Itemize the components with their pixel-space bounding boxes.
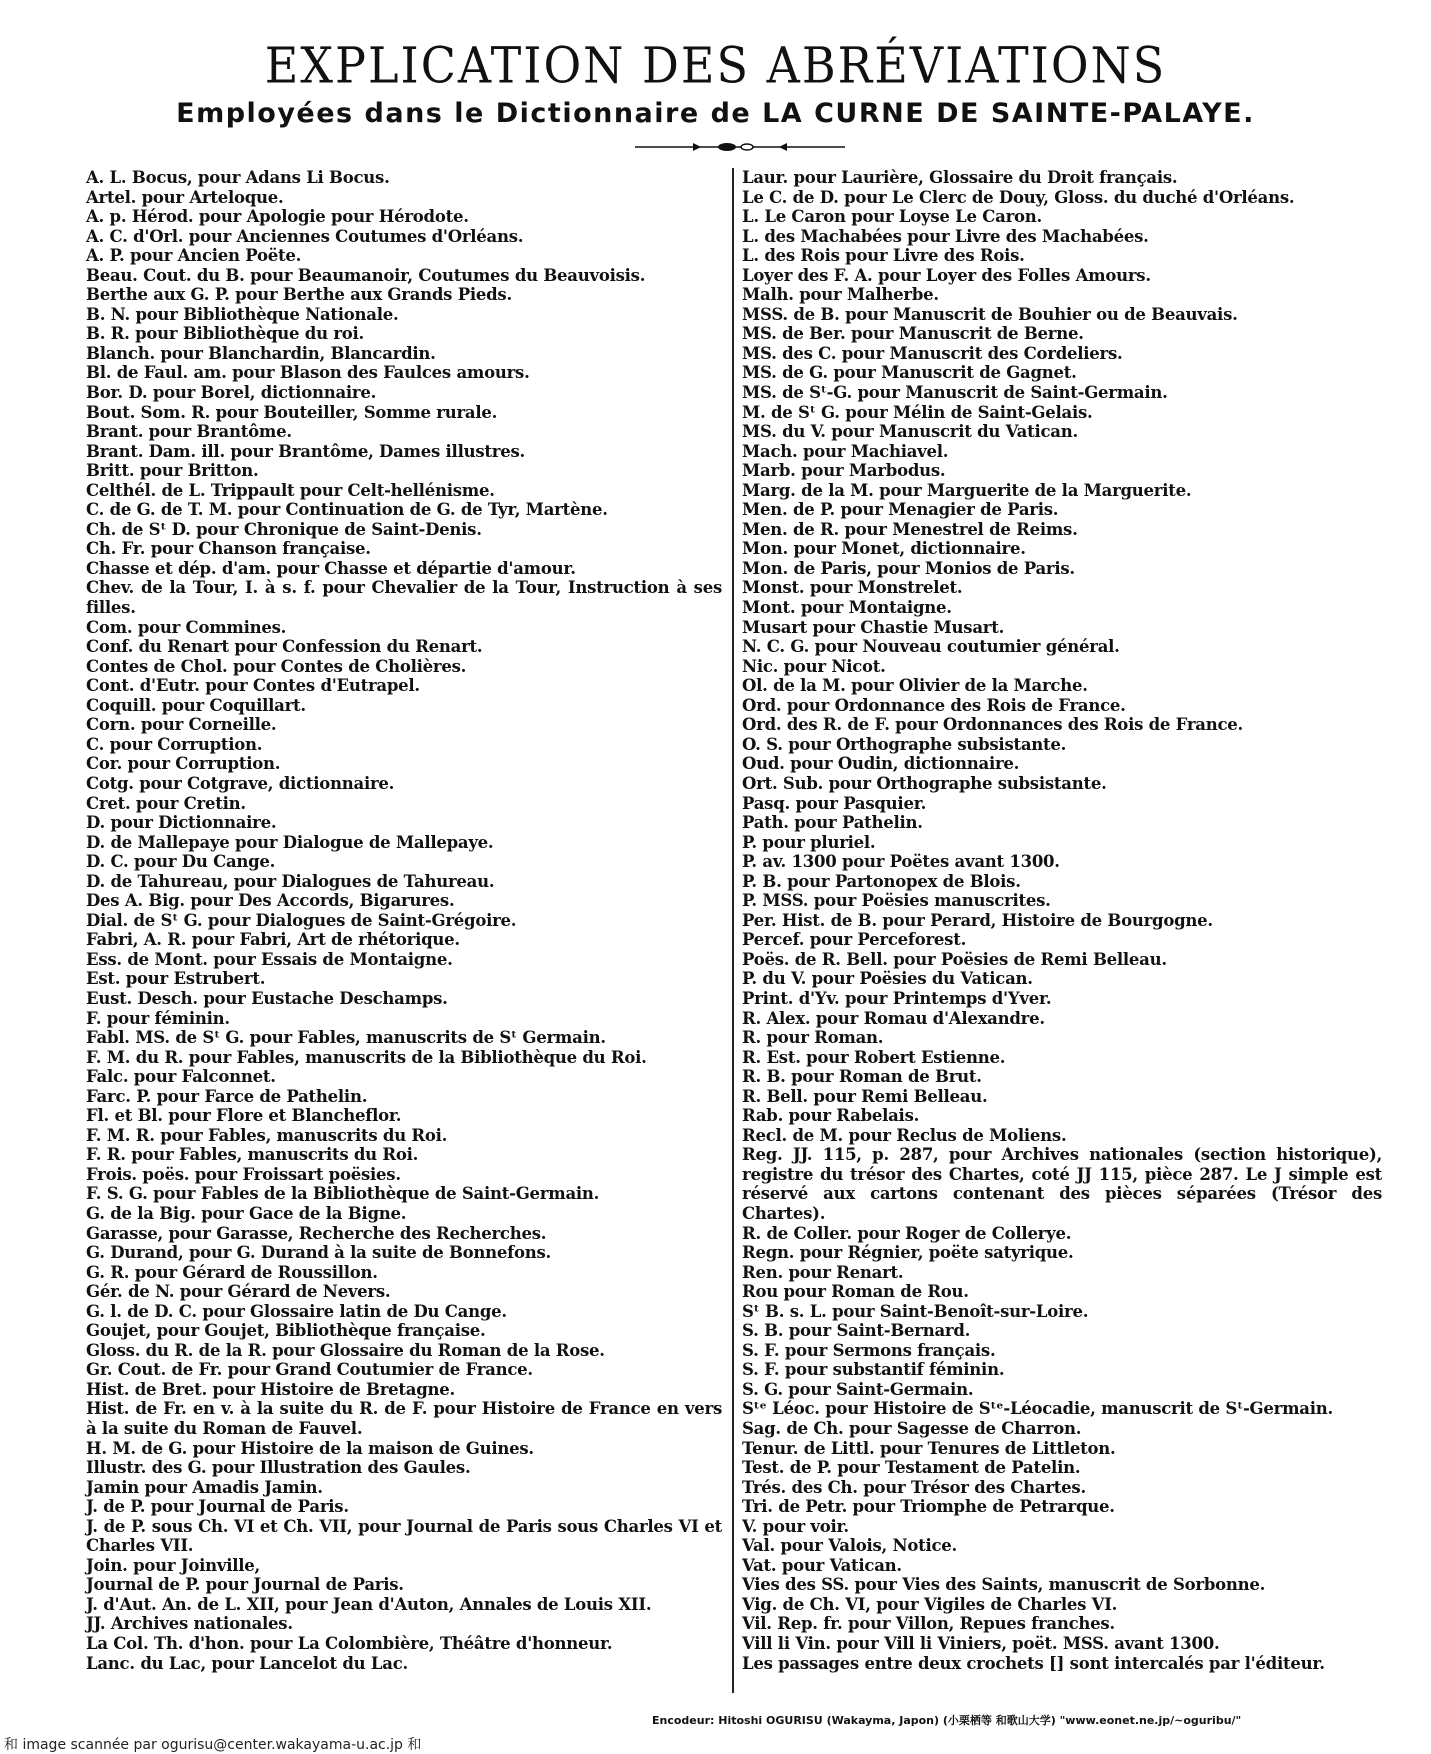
abbreviation-entry: Chev. de la Tour, I. à s. f. pour Chevalier de la Tour, Instruction à ses filles. bbox=[86, 578, 722, 618]
abbreviation-entry: M. de Sᵗ G. pour Mélin de Saint-Gelais. bbox=[742, 402, 1093, 422]
abbreviation-entry: Pasq. pour Pasquier. bbox=[742, 793, 927, 813]
abbreviation-entry: D. pour Dictionnaire. bbox=[86, 813, 277, 833]
abbreviation-entry: Corn. pour Corneille. bbox=[86, 715, 277, 735]
abbreviation-entry: J. d'Aut. An. de L. XII, pour Jean d'Auton, Annales de Louis XII. bbox=[86, 1594, 652, 1614]
abbreviation-entry: Monst. pour Monstrelet. bbox=[742, 578, 963, 598]
left-column bbox=[86, 168, 722, 1673]
abbreviation-entry: Marg. de la M. pour Marguerite de la Marguerite. bbox=[742, 480, 1192, 500]
abbreviation-entry: S. B. pour Saint-Bernard. bbox=[742, 1321, 971, 1341]
abbreviation-entry: Poës. de R. Bell. pour Poësies de Remi Belleau. bbox=[742, 949, 1167, 969]
abbreviation-entry: Mon. pour Monet, dictionnaire. bbox=[742, 539, 1026, 559]
abbreviation-entry: G. Durand, pour G. Durand à la suite de Bonnefons. bbox=[86, 1243, 552, 1263]
abbreviation-entry: Dial. de Sᵗ G. pour Dialogues de Saint-Grégoire. bbox=[86, 910, 517, 930]
abbreviation-entry: G. R. pour Gérard de Roussillon. bbox=[86, 1262, 378, 1282]
abbreviation-entry: Contes de Chol. pour Contes de Cholières. bbox=[86, 656, 467, 676]
abbreviation-entry: S. F. pour substantif féminin. bbox=[742, 1360, 1005, 1380]
abbreviation-entry: F. R. pour Fables, manuscrits du Roi. bbox=[86, 1145, 419, 1165]
abbreviation-entry: F. pour féminin. bbox=[86, 1008, 230, 1028]
abbreviation-entry: Tenur. de Littl. pour Tenures de Littleton. bbox=[742, 1438, 1116, 1458]
abbreviation-entry: Sᵗᵉ Léoc. pour Histoire de Sᵗᵉ-Léocadie, manuscrit de Sᵗ-Germain. bbox=[742, 1399, 1333, 1419]
abbreviation-entry: Hist. de Fr. en v. à la suite du R. de F. pour Histoire de France en vers à la suite du Roman de Fauvel. bbox=[86, 1399, 722, 1438]
abbreviation-entry: N. C. G. pour Nouveau coutumier général. bbox=[742, 637, 1120, 657]
abbreviation-entry: Celthél. de L. Trippault pour Celt-hellénisme. bbox=[86, 480, 495, 500]
abbreviation-entry: Le C. de D. pour Le Clerc de Douy, Gloss. du duché d'Orléans. bbox=[742, 187, 1295, 207]
abbreviation-entry: G. de la Big. pour Gace de la Bigne. bbox=[86, 1203, 407, 1223]
abbreviation-entry: Trés. des Ch. pour Trésor des Chartes. bbox=[742, 1477, 1086, 1497]
abbreviation-entry: Reg. JJ. 115, p. 287, pour Archives nationales (section historique), registre du trésor des Chartes, coté JJ 115, pièce 287. Le J simple est réservé aux cartons contenant des pièces séparées (Trésor des Chartes). bbox=[742, 1145, 1382, 1223]
abbreviation-entry: Est. pour Estrubert. bbox=[86, 969, 266, 989]
abbreviation-entry: La Col. Th. d'hon. pour La Colombière, Théâtre d'honneur. bbox=[86, 1634, 613, 1654]
abbreviation-entry: Illustr. des G. pour Illustration des Gaules. bbox=[86, 1458, 471, 1478]
abbreviation-entry: Val. pour Valois, Notice. bbox=[742, 1536, 958, 1556]
abbreviation-entry: Regn. pour Régnier, poëte satyrique. bbox=[742, 1243, 1074, 1263]
abbreviation-entry: P. MSS. pour Poësies manuscrites. bbox=[742, 891, 1051, 911]
abbreviation-entry: Mon. de Paris, pour Monios de Paris. bbox=[742, 558, 1075, 578]
abbreviation-entry: L. des Machabées pour Livre des Machabées. bbox=[742, 226, 1149, 246]
abbreviation-entry: MS. de Sᵗ-G. pour Manuscrit de Saint-Germain. bbox=[742, 383, 1168, 403]
abbreviation-entry: R. Alex. pour Romau d'Alexandre. bbox=[742, 1008, 1045, 1028]
abbreviation-entry: Cont. d'Eutr. pour Contes d'Eutrapel. bbox=[86, 676, 420, 696]
abbreviation-entry: Cor. pour Corruption. bbox=[86, 754, 281, 774]
abbreviation-entry: Fabl. MS. de Sᵗ G. pour Fables, manuscrits de Sᵗ Germain. bbox=[86, 1028, 606, 1048]
abbreviation-entry: Bl. de Faul. am. pour Blason des Faulces amours. bbox=[86, 363, 530, 383]
abbreviation-entry: Conf. du Renart pour Confession du Renart. bbox=[86, 637, 483, 657]
encoder-credit: Encodeur: Hitoshi OGURISU (Wakayma, Japon) (小栗栖等 和歌山大学) "www.eonet.ne.jp/~oguribu/" bbox=[652, 1714, 1242, 1727]
abbreviation-entry: Brant. pour Brantôme. bbox=[86, 422, 292, 442]
abbreviation-entry: Ord. des R. de F. pour Ordonnances des Rois de France. bbox=[742, 715, 1243, 735]
abbreviation-entry: JJ. Archives nationales. bbox=[86, 1614, 293, 1634]
abbreviation-entry: Test. de P. pour Testament de Patelin. bbox=[742, 1458, 1081, 1478]
scan-credit: 和 image scannée par ogurisu@center.wakayama-u.ac.jp 和 bbox=[4, 1737, 422, 1753]
abbreviation-entry: Cret. pour Cretin. bbox=[86, 793, 246, 813]
abbreviation-entry: Falc. pour Falconnet. bbox=[86, 1067, 276, 1087]
abbreviation-entry: Frois. poës. pour Froissart poësies. bbox=[86, 1164, 401, 1184]
abbreviation-entry: Chasse et dép. d'am. pour Chasse et départie d'amour. bbox=[86, 558, 576, 578]
abbreviation-entry: Ren. pour Renart. bbox=[742, 1262, 904, 1282]
abbreviation-entry: MSS. de B. pour Manuscrit de Bouhier ou de Beauvais. bbox=[742, 304, 1238, 324]
abbreviation-entry: Coquill. pour Coquillart. bbox=[86, 695, 306, 715]
abbreviation-entry: Bor. D. pour Borel, dictionnaire. bbox=[86, 383, 377, 403]
abbreviation-entry: Lanc. du Lac, pour Lancelot du Lac. bbox=[86, 1653, 408, 1673]
abbreviation-entry: F. M. R. pour Fables, manuscrits du Roi. bbox=[86, 1125, 448, 1145]
abbreviation-entry: R. Bell. pour Remi Belleau. bbox=[742, 1086, 988, 1106]
abbreviation-entry: V. pour voir. bbox=[742, 1516, 849, 1536]
abbreviation-entry: Cotg. pour Cotgrave, dictionnaire. bbox=[86, 773, 395, 793]
abbreviation-entry: Rou pour Roman de Rou. bbox=[742, 1282, 969, 1302]
abbreviation-entry: Musart pour Chastie Musart. bbox=[742, 617, 1005, 637]
abbreviation-entry: R. de Coller. pour Roger de Collerye. bbox=[742, 1223, 1072, 1243]
abbreviation-entry: Goujet, pour Goujet, Bibliothèque française. bbox=[86, 1321, 486, 1341]
abbreviation-entry: S. G. pour Saint-Germain. bbox=[742, 1379, 974, 1399]
abbreviation-entry: Laur. pour Laurière, Glossaire du Droit français. bbox=[742, 168, 1178, 187]
abbreviation-entry: Rab. pour Rabelais. bbox=[742, 1106, 920, 1126]
abbreviation-entry: R. B. pour Roman de Brut. bbox=[742, 1067, 982, 1087]
abbreviation-entry: Tri. de Petr. pour Triomphe de Petrarque. bbox=[742, 1497, 1115, 1517]
abbreviation-entry: Oud. pour Oudin, dictionnaire. bbox=[742, 754, 1020, 774]
abbreviation-entry: R. pour Roman. bbox=[742, 1028, 884, 1048]
abbreviation-entry: Ch. Fr. pour Chanson française. bbox=[86, 539, 371, 559]
abbreviation-entry: Ess. de Mont. pour Essais de Montaigne. bbox=[86, 949, 453, 969]
abbreviation-entry: Mach. pour Machiavel. bbox=[742, 441, 949, 461]
abbreviation-entry: Path. pour Pathelin. bbox=[742, 813, 923, 833]
abbreviation-entry: Men. de R. pour Menestrel de Reims. bbox=[742, 519, 1078, 539]
abbreviation-entry: Blanch. pour Blanchardin, Blancardin. bbox=[86, 343, 436, 363]
abbreviation-entry: G. l. de D. C. pour Glossaire latin de Du Cange. bbox=[86, 1301, 507, 1321]
abbreviation-entry: O. S. pour Orthographe subsistante. bbox=[742, 734, 1067, 754]
abbreviation-entry: D. C. pour Du Cange. bbox=[86, 852, 276, 872]
abbreviation-entry: P. du V. pour Poësies du Vatican. bbox=[742, 969, 1033, 989]
abbreviation-entry: Vill li Vin. pour Vill li Viniers, poët. MSS. avant 1300. bbox=[742, 1634, 1220, 1654]
abbreviation-entry: Des A. Big. pour Des Accords, Bigarures. bbox=[86, 891, 455, 911]
abbreviation-entry: F. M. du R. pour Fables, manuscrits de la Bibliothèque du Roi. bbox=[86, 1047, 647, 1067]
abbreviation-entry: Fabri, A. R. pour Fabri, Art de rhétorique. bbox=[86, 930, 460, 950]
abbreviation-entry: Britt. pour Britton. bbox=[86, 461, 259, 481]
abbreviation-entry: J. de P. sous Ch. VI et Ch. VII, pour Journal de Paris sous Charles VI et Charles VII. bbox=[86, 1516, 722, 1556]
abbreviation-entry: Print. d'Yv. pour Printemps d'Yver. bbox=[742, 988, 1052, 1008]
abbreviation-entry: Jamin pour Amadis Jamin. bbox=[86, 1477, 323, 1497]
abbreviation-entry: B. N. pour Bibliothèque Nationale. bbox=[86, 304, 399, 324]
abbreviation-entry: C. de G. de T. M. pour Continuation de G. de Tyr, Martène. bbox=[86, 500, 608, 520]
editor-note: Les passages entre deux crochets [] sont intercalés par l'éditeur. bbox=[742, 1653, 1325, 1673]
abbreviation-entry: Percef. pour Perceforest. bbox=[742, 930, 967, 950]
ornament-divider bbox=[635, 142, 845, 152]
abbreviation-entry: Eust. Desch. pour Eustache Deschamps. bbox=[86, 988, 448, 1008]
abbreviation-entry: Artel. pour Arteloque. bbox=[86, 187, 284, 207]
abbreviation-entry: Recl. de M. pour Reclus de Moliens. bbox=[742, 1125, 1067, 1145]
abbreviation-entry: Hist. de Bret. pour Histoire de Bretagne. bbox=[86, 1379, 455, 1399]
abbreviation-entry: Vies des SS. pour Vies des Saints, manuscrit de Sorbonne. bbox=[742, 1575, 1266, 1595]
abbreviation-entry: MS. des C. pour Manuscrit des Cordeliers. bbox=[742, 343, 1123, 363]
abbreviation-entry: Gr. Cout. de Fr. pour Grand Coutumier de France. bbox=[86, 1360, 533, 1380]
abbreviation-entry: B. R. pour Bibliothèque du roi. bbox=[86, 324, 365, 344]
abbreviation-entry: Malh. pour Malherbe. bbox=[742, 285, 939, 305]
abbreviation-entry: Marb. pour Marbodus. bbox=[742, 461, 946, 481]
abbreviation-entry: Gloss. du R. de la R. pour Glossaire du Roman de la Rose. bbox=[86, 1340, 605, 1360]
abbreviation-entry: Sᵗ B. s. L. pour Saint-Benoît-sur-Loire. bbox=[742, 1301, 1089, 1321]
abbreviation-entry: Ord. pour Ordonnance des Rois de France. bbox=[742, 695, 1126, 715]
abbreviation-entry: Vig. de Ch. VI, pour Vigiles de Charles VI. bbox=[742, 1594, 1118, 1614]
abbreviation-entry: Join. pour Joinville, bbox=[86, 1555, 261, 1575]
abbreviation-entry: Vil. Rep. fr. pour Villon, Repues franches. bbox=[742, 1614, 1115, 1634]
abbreviation-entry: Bout. Som. R. pour Bouteiller, Somme rurale. bbox=[86, 402, 498, 422]
page-subtitle: Employées dans le Dictionnaire de LA CURNE DE SAINTE-PALAYE. bbox=[176, 98, 1255, 129]
abbreviation-entry: MS. de Ber. pour Manuscrit de Berne. bbox=[742, 324, 1084, 344]
abbreviation-entry: A. C. d'Orl. pour Anciennes Coutumes d'Orléans. bbox=[86, 226, 524, 246]
abbreviation-entry: Nic. pour Nicot. bbox=[742, 656, 886, 676]
abbreviation-entry: Garasse, pour Garasse, Recherche des Recherches. bbox=[86, 1223, 547, 1243]
abbreviation-entry: Ol. de la M. pour Olivier de la Marche. bbox=[742, 676, 1088, 696]
abbreviation-entry: Beau. Cout. du B. pour Beaumanoir, Coutumes du Beauvoisis. bbox=[86, 265, 646, 285]
abbreviation-entry: R. Est. pour Robert Estienne. bbox=[742, 1047, 1006, 1067]
abbreviation-entry: P. av. 1300 pour Poëtes avant 1300. bbox=[742, 852, 1060, 872]
abbreviation-entry: Vat. pour Vatican. bbox=[742, 1555, 902, 1575]
right-column bbox=[742, 168, 1382, 1673]
page-title: EXPLICATION DES ABRÉVIATIONS bbox=[264, 35, 1167, 95]
abbreviation-entry: F. S. G. pour Fables de la Bibliothèque de Saint-Germain. bbox=[86, 1184, 600, 1204]
abbreviation-entry: Per. Hist. de B. pour Perard, Histoire de Bourgogne. bbox=[742, 910, 1213, 930]
abbreviation-entry: Mont. pour Montaigne. bbox=[742, 598, 952, 618]
abbreviation-entry: L. des Rois pour Livre des Rois. bbox=[742, 246, 1025, 266]
abbreviation-entry: Fl. et Bl. pour Flore et Blancheflor. bbox=[86, 1106, 402, 1126]
abbreviation-entry: Brant. Dam. ill. pour Brantôme, Dames illustres. bbox=[86, 441, 525, 461]
abbreviation-entry: Berthe aux G. P. pour Berthe aux Grands Pieds. bbox=[86, 285, 512, 305]
abbreviation-entry: J. de P. pour Journal de Paris. bbox=[86, 1497, 349, 1517]
abbreviation-entry: Farc. P. pour Farce de Pathelin. bbox=[86, 1086, 368, 1106]
abbreviation-entry: Com. pour Commines. bbox=[86, 617, 287, 637]
abbreviation-entry: Ch. de Sᵗ D. pour Chronique de Saint-Denis. bbox=[86, 519, 482, 539]
abbreviation-entry: S. F. pour Sermons français. bbox=[742, 1340, 996, 1360]
abbreviation-entry: Journal de P. pour Journal de Paris. bbox=[86, 1575, 404, 1595]
abbreviation-entry: D. de Mallepaye pour Dialogue de Mallepaye. bbox=[86, 832, 494, 852]
abbreviation-entry: D. de Tahureau, pour Dialogues de Tahureau. bbox=[86, 871, 495, 891]
abbreviation-entry: L. Le Caron pour Loyse Le Caron. bbox=[742, 207, 1043, 227]
abbreviation-entry: MS. de G. pour Manuscrit de Gagnet. bbox=[742, 363, 1077, 383]
abbreviation-entry: Sag. de Ch. pour Sagesse de Charron. bbox=[742, 1419, 1082, 1438]
abbreviation-entry: Gér. de N. pour Gérard de Nevers. bbox=[86, 1282, 391, 1302]
abbreviation-entry: P. pour pluriel. bbox=[742, 832, 876, 852]
abbreviation-entry: MS. du V. pour Manuscrit du Vatican. bbox=[742, 422, 1078, 442]
abbreviation-entry: Ort. Sub. pour Orthographe subsistante. bbox=[742, 773, 1107, 793]
abbreviation-entry: A. p. Hérod. pour Apologie pour Hérodote. bbox=[86, 207, 469, 227]
abbreviation-entry: C. pour Corruption. bbox=[86, 734, 263, 754]
abbreviation-entry: Loyer des F. A. pour Loyer des Folles Amours. bbox=[742, 265, 1151, 285]
abbreviation-entry: P. B. pour Partonopex de Blois. bbox=[742, 871, 1021, 891]
abbreviation-entry: A. P. pour Ancien Poëte. bbox=[86, 246, 302, 266]
abbreviation-entry: H. M. de G. pour Histoire de la maison de Guines. bbox=[86, 1438, 534, 1458]
abbreviation-entry: A. L. Bocus, pour Adans Li Bocus. bbox=[86, 168, 390, 187]
abbreviation-entry: Men. de P. pour Menagier de Paris. bbox=[742, 500, 1059, 520]
